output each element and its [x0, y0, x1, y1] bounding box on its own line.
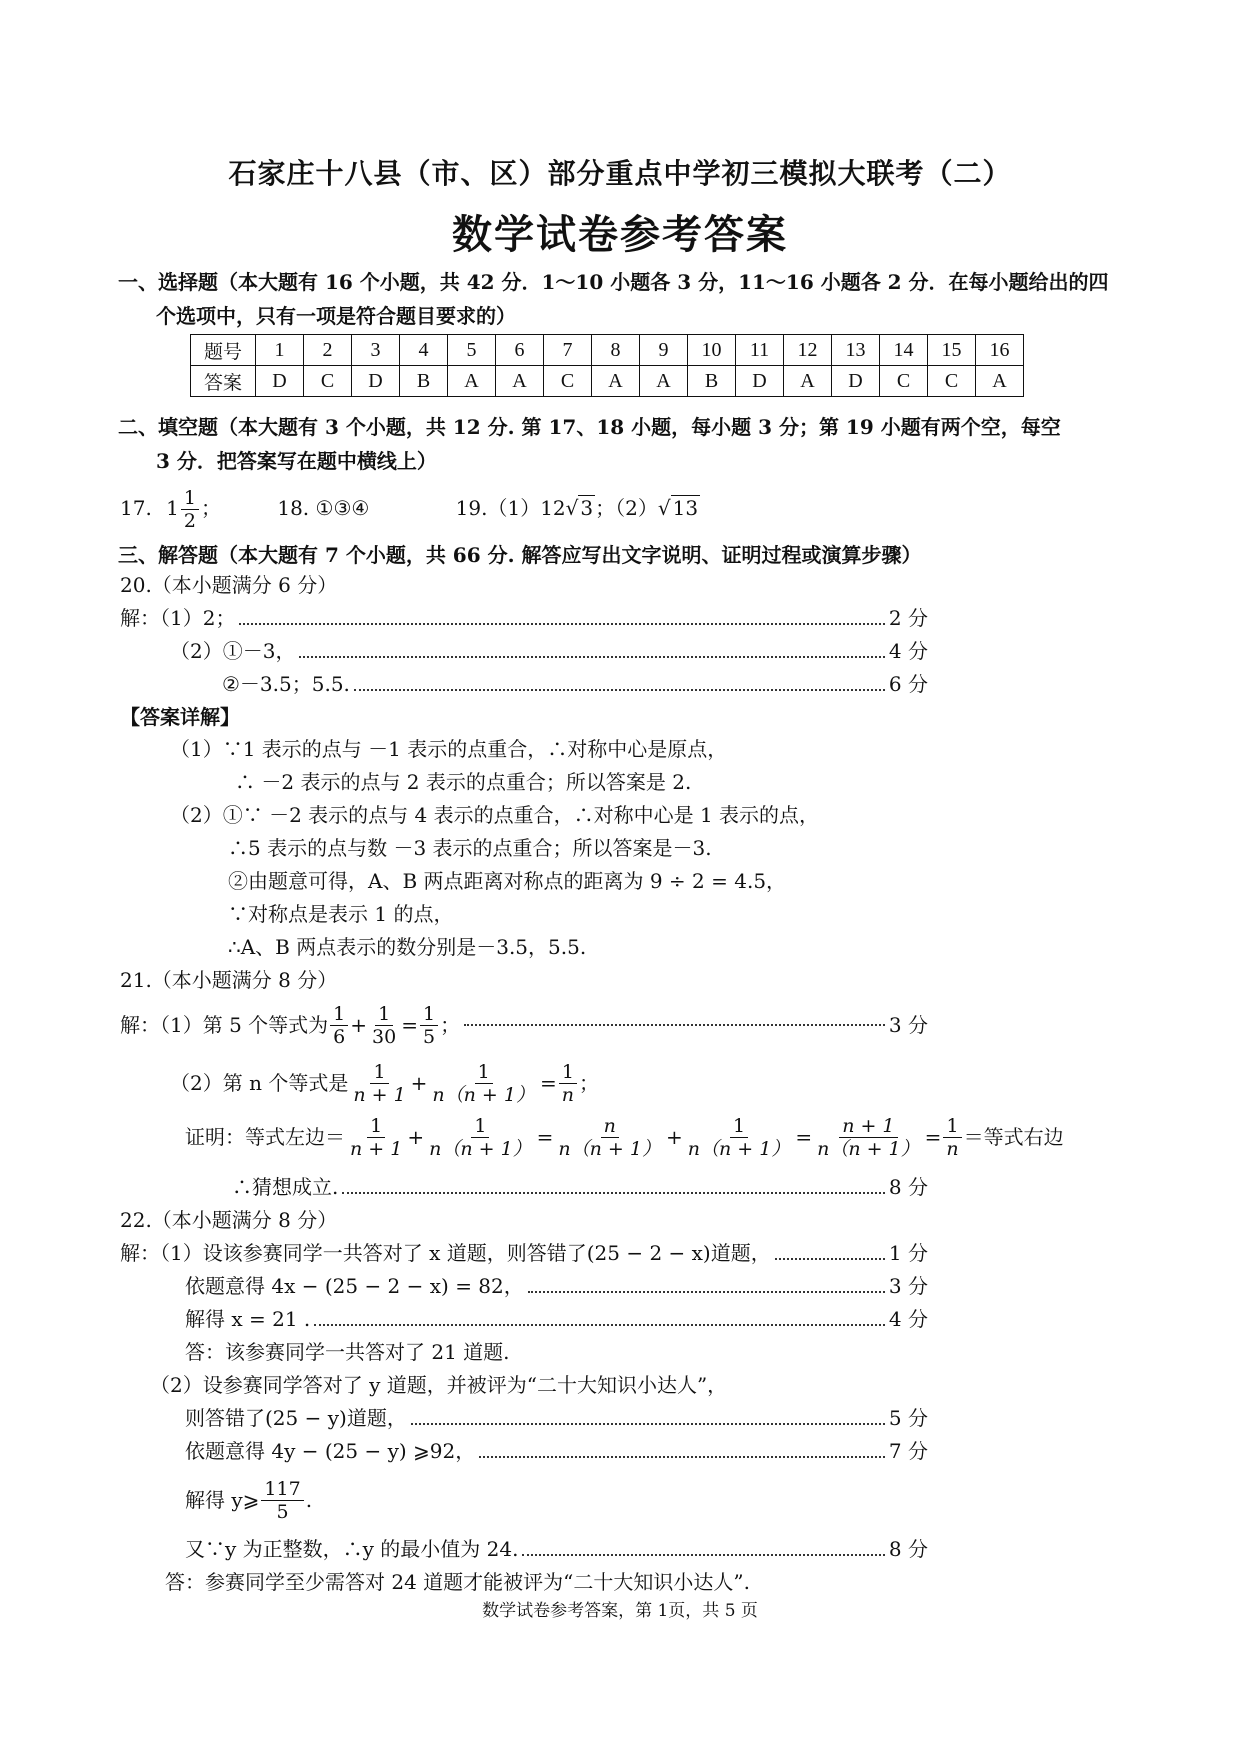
- question-number: 8: [592, 335, 640, 366]
- question-number: 15: [928, 335, 976, 366]
- denominator: 5: [276, 1500, 289, 1523]
- numerator: 1: [943, 1115, 961, 1138]
- dot-leader: [522, 1554, 884, 1556]
- q22-a2-text: 依题意得 4x − (25 − 2 − x) = 82，: [185, 1274, 524, 1298]
- answer-cell: D: [352, 366, 400, 397]
- dot-leader: [775, 1258, 885, 1260]
- q22-b4: [185, 1475, 312, 1525]
- question-number: 11: [736, 335, 784, 366]
- answer-cell: A: [448, 366, 496, 397]
- q22-a2: [185, 1271, 928, 1301]
- q20-step2-text: （2）①－3，: [170, 639, 296, 663]
- q22-b3-text: 依题意得 4y − (25 − y) ⩾92，: [185, 1439, 476, 1463]
- q22-a3-text: 解得 x = 21 .: [185, 1307, 311, 1331]
- answer-cell: C: [928, 366, 976, 397]
- q20-step2: [170, 636, 928, 666]
- answer-cell: A: [592, 366, 640, 397]
- denominator: n: [561, 1083, 574, 1106]
- q19-label: 19.（1）12: [455, 496, 566, 520]
- denominator: n（n + 1）: [429, 1137, 532, 1160]
- fraction: [350, 1061, 408, 1106]
- q21-proof-end: ＝等式右边: [963, 1125, 1064, 1149]
- numerator: 1: [559, 1061, 577, 1084]
- sqrt-icon: √: [657, 496, 671, 520]
- answer-label: 答案: [191, 366, 256, 397]
- numerator: 1: [730, 1115, 748, 1138]
- q21-step1-text: 解：（1）第 5 个等式为: [120, 1013, 329, 1037]
- denominator: 30: [372, 1025, 397, 1048]
- q18-answer: 18. ①③④: [277, 496, 370, 520]
- q21-conclusion: [232, 1172, 928, 1202]
- q20-step3-points: 6 分: [888, 672, 928, 696]
- plus-sign: +: [407, 1125, 425, 1149]
- q22-b4-text: 解得 y⩾: [185, 1488, 260, 1512]
- dot-leader: [464, 1024, 885, 1026]
- numerator: n + 1: [839, 1115, 897, 1138]
- equals-sign: =: [924, 1125, 942, 1149]
- numerator: 1: [475, 1061, 493, 1084]
- q20-heading: 20.（本小题满分 6 分）: [120, 573, 338, 597]
- denominator: 6: [333, 1025, 346, 1048]
- section-choice-line2: 个选项中，只有一项是符合题目要求的）: [156, 304, 516, 328]
- q20-step3: [222, 669, 928, 699]
- q20-step3-text: ②－3.5；5.5.: [222, 672, 350, 696]
- q20-detail-line: ∴A、B 两点表示的数分别是－3.5，5.5.: [228, 935, 587, 959]
- section-solve-heading: 三、解答题（本大题有 7 个小题，共 66 分. 解答应写出文字说明、证明过程或演算步骤）: [118, 543, 922, 567]
- numerator: 117: [261, 1478, 303, 1501]
- fraction: [429, 1061, 538, 1106]
- q17-denominator: 2: [183, 510, 196, 532]
- fraction: [261, 1478, 303, 1523]
- q22-a1-text: 解：（1）设该参赛同学一共答对了 x 道题，则答错了(25 − 2 − x)道题，: [120, 1241, 771, 1265]
- question-number: 9: [640, 335, 688, 366]
- question-number: 1: [256, 335, 304, 366]
- answer-cell: A: [976, 366, 1024, 397]
- denominator: n（n + 1）: [687, 1137, 791, 1160]
- section-choice-line1: 一、选择题（本大题有 16 个小题，共 42 分．1～10 小题各 3 分，11～16 小题各 2 分．在每小题给出的四: [118, 270, 1109, 294]
- numerator: 1: [420, 1003, 438, 1026]
- q21-step1-points: 3 分: [888, 1013, 928, 1037]
- denominator: n（n + 1）: [817, 1137, 920, 1160]
- question-number: 5: [448, 335, 496, 366]
- answer-cell: A: [496, 366, 544, 397]
- sqrt-icon: √: [565, 496, 579, 520]
- q21-step2-text: （2）第 n 个等式是: [170, 1071, 349, 1095]
- exam-title: 石家庄十八县（市、区）部分重点中学初三模拟大联考（二）: [228, 157, 1012, 190]
- q22-b2: [185, 1403, 928, 1433]
- q20-detail-line: ②由题意可得，A、B 两点距离对称点的距离为 9 ÷ 2 = 4.5，: [228, 869, 787, 893]
- equals-sign: =: [795, 1125, 813, 1149]
- denominator: 5: [422, 1025, 436, 1048]
- plus-sign: +: [665, 1125, 683, 1149]
- dot-leader: [314, 1324, 885, 1326]
- answer-row: [191, 366, 1024, 397]
- equals-sign: =: [401, 1013, 418, 1037]
- q19-root1: 3: [580, 496, 594, 520]
- numerator: 1: [367, 1115, 385, 1138]
- dot-leader: [299, 656, 884, 658]
- q22-b6: 答：参赛同学至少需答对 24 道题才能被评为“二十大知识小达人”.: [165, 1570, 750, 1594]
- fraction: [814, 1115, 923, 1160]
- numerator: 1: [370, 1061, 388, 1084]
- q22-a2-points: 3 分: [888, 1274, 928, 1298]
- fraction: [943, 1115, 961, 1160]
- q22-a3: [185, 1304, 928, 1334]
- q21-conclusion-text: ∴猜想成立.: [232, 1175, 339, 1199]
- fraction: [555, 1115, 664, 1160]
- denominator: n（n + 1）: [432, 1083, 535, 1106]
- q20-detail-line: （1）∵1 表示的点与 －1 表示的点重合，∴对称中心是原点，: [170, 737, 728, 761]
- dot-leader: [239, 623, 884, 625]
- q21-conclusion-points: 8 分: [888, 1175, 928, 1199]
- q20-detail-line: ∴ －2 表示的点与 2 表示的点重合；所以答案是 2.: [235, 770, 692, 794]
- fraction: [426, 1115, 535, 1160]
- fraction: [420, 1003, 438, 1048]
- denominator: n（n + 1）: [558, 1137, 661, 1160]
- q20-step1: [120, 603, 928, 633]
- question-number: 16: [976, 335, 1024, 366]
- q17-label: 17.: [120, 496, 152, 520]
- denominator: n + 1: [350, 1137, 403, 1160]
- fraction: [685, 1115, 794, 1160]
- numerator: 1: [471, 1115, 489, 1138]
- question-number: 4: [400, 335, 448, 366]
- denominator: n: [946, 1137, 959, 1160]
- q17-numerator: 1: [181, 487, 199, 510]
- plus-sign: +: [350, 1013, 368, 1037]
- question-number-label: 题号: [191, 335, 256, 366]
- q22-b3-points: 7 分: [888, 1439, 928, 1463]
- q22-a1: [120, 1238, 928, 1268]
- q22-b2-text: 则答错了(25 − y)道题，: [185, 1406, 407, 1430]
- fraction: [559, 1061, 577, 1106]
- question-number: 12: [784, 335, 832, 366]
- fraction: [347, 1115, 405, 1160]
- question-number: 3: [352, 335, 400, 366]
- fraction: [369, 1003, 399, 1048]
- fill-answers: [120, 487, 700, 532]
- q20-detail-heading: 【答案详解】: [120, 705, 240, 729]
- dot-leader: [528, 1291, 885, 1293]
- answer-cell: C: [304, 366, 352, 397]
- answer-table: [190, 334, 1024, 397]
- dot-leader: [411, 1423, 885, 1425]
- dot-leader: [354, 689, 885, 691]
- q22-b1: （2）设参赛同学答对了 y 道题，并被评为“二十大知识小达人”，: [150, 1373, 728, 1397]
- page-footer: 数学试卷参考答案，第 1页，共 5 页: [482, 1601, 758, 1621]
- semicolon: ；: [440, 1013, 461, 1037]
- question-number: 14: [880, 335, 928, 366]
- section-choice-heading: [118, 265, 1128, 333]
- q20-detail-line: ∴5 表示的点与数 －3 表示的点重合；所以答案是－3.: [228, 836, 712, 860]
- q21-step1: [120, 1000, 928, 1050]
- answer-cell: A: [640, 366, 688, 397]
- q20-step1-text: 解：（1）2；: [120, 606, 236, 630]
- answer-cell: B: [688, 366, 736, 397]
- denominator: n + 1: [353, 1083, 406, 1106]
- q22-heading: 22.（本小题满分 8 分）: [120, 1208, 338, 1232]
- numerator: 1: [375, 1003, 393, 1026]
- answer-cell: B: [400, 366, 448, 397]
- page-title: 数学试卷参考答案: [452, 211, 788, 258]
- q17-fraction: [181, 487, 199, 532]
- section-fill-line2: 3 分．把答案写在题中横线上）: [156, 449, 437, 473]
- question-number-row: [191, 335, 1024, 366]
- plus-sign: +: [410, 1071, 428, 1095]
- q17-whole: 1: [166, 496, 179, 520]
- q22-b5-points: 8 分: [888, 1537, 928, 1561]
- question-number: 13: [832, 335, 880, 366]
- question-number: 10: [688, 335, 736, 366]
- numerator: n: [601, 1115, 619, 1138]
- q22-b5: [185, 1534, 928, 1564]
- q22-a3-points: 4 分: [888, 1307, 928, 1331]
- q19-root2: 13: [672, 496, 699, 520]
- q20-step2-points: 4 分: [888, 639, 928, 663]
- q22-b2-points: 5 分: [888, 1406, 928, 1430]
- q22-b3: [185, 1436, 928, 1466]
- dot-leader: [342, 1192, 885, 1194]
- section-fill-heading: [118, 410, 1128, 478]
- fraction: [330, 1003, 348, 1048]
- q19-mid: ；（2）: [595, 496, 658, 520]
- q21-heading: 21.（本小题满分 8 分）: [120, 968, 338, 992]
- q21-proof-text: 证明：等式左边＝: [185, 1125, 345, 1149]
- question-number: 2: [304, 335, 352, 366]
- semicolon: ；: [579, 1071, 599, 1095]
- q22-b5-text: 又∵y 为正整数，∴y 的最小值为 24.: [185, 1537, 519, 1561]
- q17-separator: ；: [201, 496, 221, 520]
- answer-cell: C: [880, 366, 928, 397]
- answer-cell: D: [736, 366, 784, 397]
- equals-sign: =: [539, 1071, 557, 1095]
- q20-detail-line: （2）①∵ －2 表示的点与 4 表示的点重合，∴对称中心是 1 表示的点，: [170, 803, 820, 827]
- q22-a1-points: 1 分: [888, 1241, 928, 1265]
- q22-a4: 答：该参赛同学一共答对了 21 道题.: [185, 1340, 510, 1364]
- q21-proof: [185, 1112, 1064, 1162]
- answer-cell: D: [256, 366, 304, 397]
- equals-sign: =: [536, 1125, 554, 1149]
- q20-step1-points: 2 分: [888, 606, 928, 630]
- question-number: 6: [496, 335, 544, 366]
- numerator: 1: [330, 1003, 348, 1026]
- answer-cell: D: [832, 366, 880, 397]
- dot-leader: [479, 1456, 885, 1458]
- answer-cell: C: [544, 366, 592, 397]
- period: .: [305, 1488, 313, 1512]
- question-number: 7: [544, 335, 592, 366]
- answer-cell: A: [784, 366, 832, 397]
- q21-step2: [170, 1058, 599, 1108]
- section-fill-line1: 二、填空题（本大题有 3 个小题，共 12 分. 第 17、18 小题，每小题 3 分；第 19 小题有两个空，每空: [118, 415, 1061, 439]
- q20-detail-line: ∵对称点是表示 1 的点，: [228, 902, 454, 926]
